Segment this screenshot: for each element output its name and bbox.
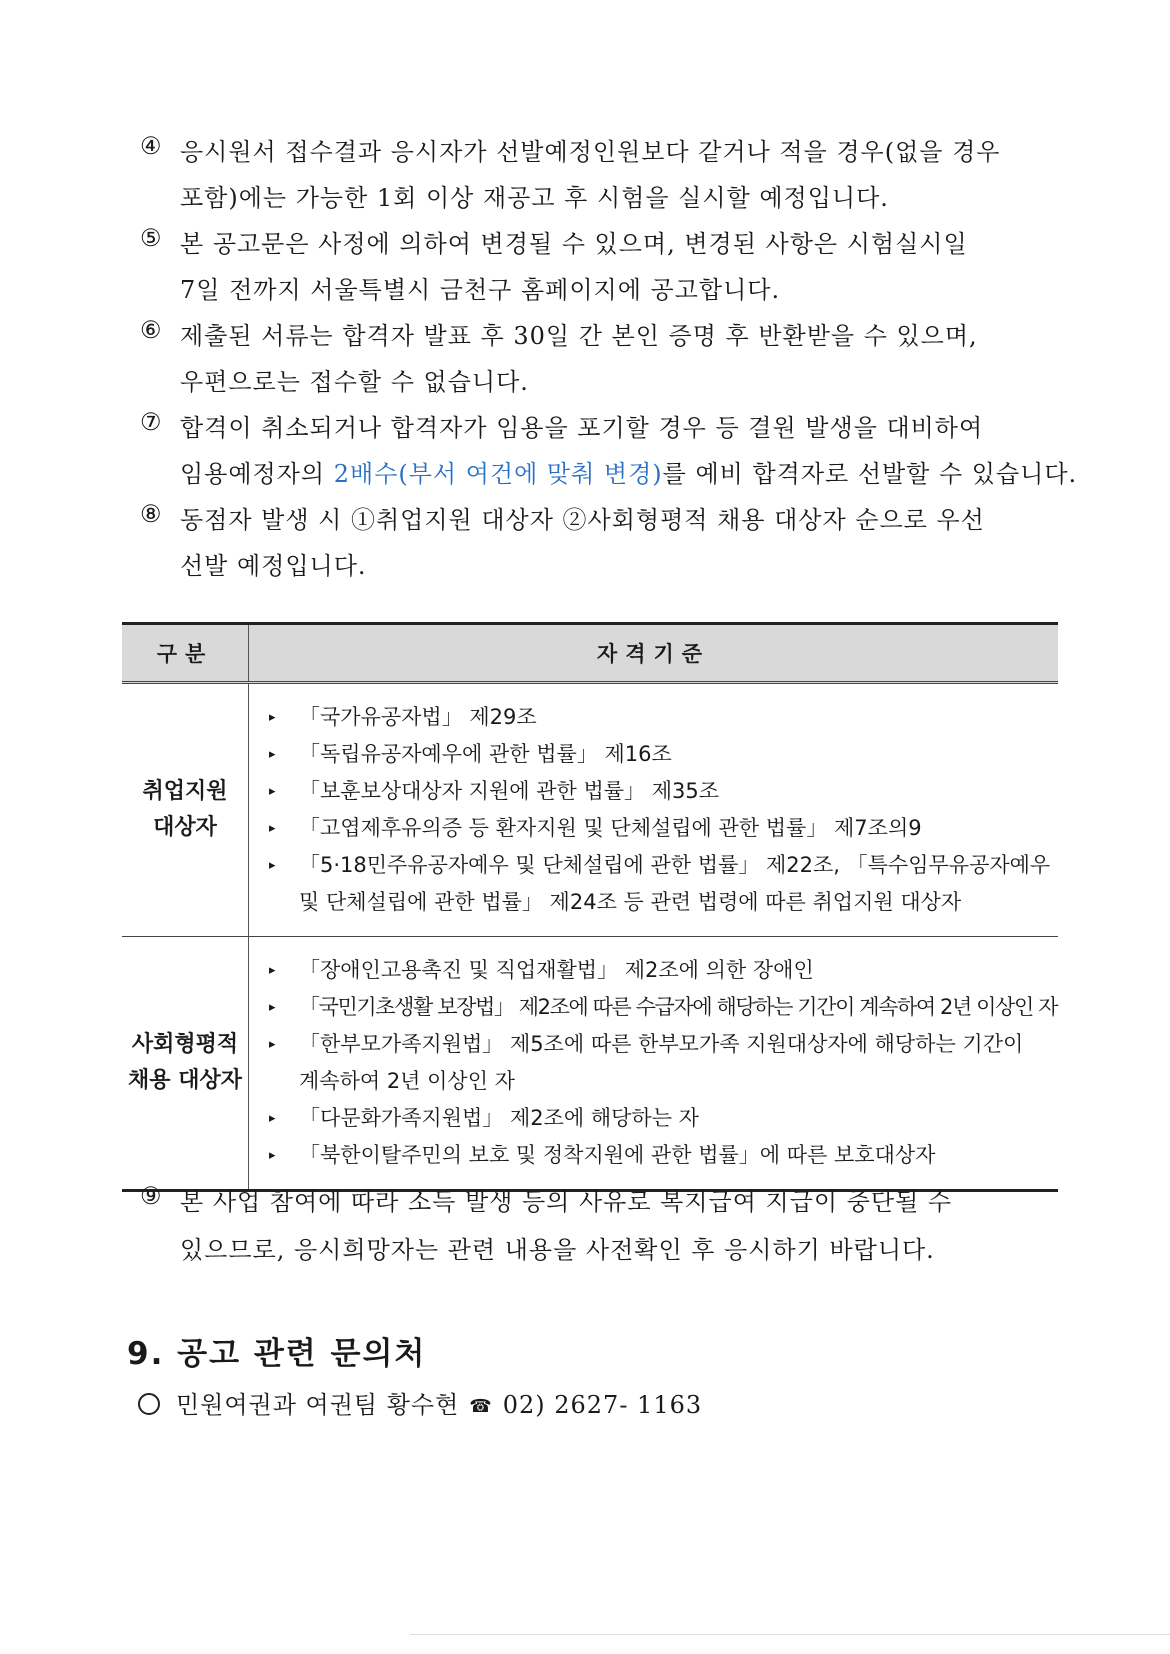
criteria-item: ▸ 「국가유공자법」 제29조 xyxy=(269,699,1058,736)
item-number: ⑨ xyxy=(140,1182,163,1210)
criteria-item: ▸ 「국민기초생활 보장법」 제2조에 따른 수급자에 해당하는 기간이 계속하여 2년 이상인 자 xyxy=(269,989,1058,1026)
category-label: 대상자 xyxy=(153,815,217,840)
table-row xyxy=(122,937,1058,1191)
bullet-arrow-icon: ▸ xyxy=(269,784,276,799)
criteria-cell xyxy=(249,937,1059,1191)
criteria-cell xyxy=(249,683,1059,937)
table-row xyxy=(122,683,1058,937)
bullet-arrow-icon: ▸ xyxy=(269,963,276,978)
item-line: 포함)에는 가능한 1회 이상 재공고 후 시험을 실시할 예정입니다. xyxy=(180,184,889,212)
item-line: 선발 예정입니다. xyxy=(180,552,367,580)
item-text: 를 예비 합격자로 선발할 수 있습니다. xyxy=(662,460,1078,488)
criteria-item: ▸ 「5·18민주유공자예우 및 단체설립에 관한 법률」 제22조, 「특수임무유공자예우 xyxy=(269,847,1058,884)
item-line: 합격이 취소되거나 합격자가 임용을 포기할 경우 등 결원 발생을 대비하여 xyxy=(180,414,984,442)
highlight-text: 2배수(부서 여건에 맞춰 변경) xyxy=(333,460,663,488)
item-line: 동점자 발생 시 ①취업지원 대상자 ②사회형평적 채용 대상자 순으로 우선 xyxy=(180,506,985,534)
item-text: 임용예정자의 xyxy=(180,460,334,488)
table-header-criteria: 자격기준 xyxy=(249,624,1059,683)
item-number: ⑦ xyxy=(140,408,163,436)
item-line: 있으므로, 응시희망자는 관련 내용을 사전확인 후 응시하기 바랍니다. xyxy=(180,1236,935,1264)
category-label: 채용 대상자 xyxy=(128,1068,242,1093)
bullet-arrow-icon: ▸ xyxy=(269,858,276,873)
circle-bullet-icon xyxy=(138,1393,160,1415)
category-label: 취업지원 xyxy=(142,779,228,804)
bullet-arrow-icon: ▸ xyxy=(269,1111,276,1126)
item-line: 7일 전까지 서울특별시 금천구 홈페이지에 공고합니다. xyxy=(180,276,781,304)
phone-icon: ☎ xyxy=(469,1396,493,1417)
bullet-arrow-icon: ▸ xyxy=(269,1037,276,1052)
section-heading: 9. 공고 관련 문의처 xyxy=(127,1336,427,1372)
contact-phone: 02) 2627- 1163 xyxy=(502,1391,703,1419)
item-line: 제출된 서류는 합격자 발표 후 30일 간 본인 증명 후 반환받을 수 있으며, xyxy=(180,322,978,350)
item-number: ⑤ xyxy=(140,224,163,252)
item-line: 우편으로는 접수할 수 없습니다. xyxy=(180,368,529,396)
category-cell xyxy=(122,937,249,1191)
criteria-item-continued: 계속하여 2년 이상인 자 xyxy=(299,1069,515,1093)
criteria-item: ▸ 「북한이탈주민의 보호 및 정착지원에 관한 법률」에 따른 보호대상자 xyxy=(269,1137,1058,1174)
bullet-arrow-icon: ▸ xyxy=(269,1148,276,1163)
item-line xyxy=(180,454,1077,489)
contact-line xyxy=(138,1385,702,1420)
qualification-table xyxy=(122,622,1058,1192)
bullet-arrow-icon: ▸ xyxy=(269,747,276,762)
category-label: 사회형평적 xyxy=(131,1032,239,1057)
criteria-item: ▸ 「고엽제후유의증 등 환자지원 및 단체설립에 관한 법률」 제7조의9 xyxy=(269,810,1058,847)
item-number: ⑥ xyxy=(140,316,163,344)
scan-edge-line xyxy=(410,1634,1170,1635)
contact-person: 민원여권과 여권팀 황수현 xyxy=(176,1391,460,1419)
item-number: ④ xyxy=(140,132,163,160)
criteria-item: ▸ 「한부모가족지원법」 제5조에 따른 한부모가족 지원대상자에 해당하는 기간이 xyxy=(269,1026,1058,1063)
bullet-arrow-icon: ▸ xyxy=(269,821,276,836)
category-cell xyxy=(122,683,249,937)
criteria-item: ▸ 「독립유공자예우에 관한 법률」 제16조 xyxy=(269,736,1058,773)
criteria-item: ▸ 「장애인고용촉진 및 직업재활법」 제2조에 의한 장애인 xyxy=(269,952,1058,989)
item-line: 응시원서 접수결과 응시자가 선발예정인원보다 같거나 적을 경우(없을 경우 xyxy=(180,138,1001,166)
criteria-item: ▸ 「보훈보상대상자 지원에 관한 법률」 제35조 xyxy=(269,773,1058,810)
item-number: ⑧ xyxy=(140,500,163,528)
table-header-category: 구분 xyxy=(122,624,249,683)
bullet-arrow-icon: ▸ xyxy=(269,710,276,725)
item-line: 본 공고문은 사정에 의하여 변경될 수 있으며, 변경된 사항은 시험실시일 xyxy=(180,230,968,258)
bullet-arrow-icon: ▸ xyxy=(269,1000,276,1015)
criteria-item: ▸ 「다문화가족지원법」 제2조에 해당하는 자 xyxy=(269,1100,1058,1137)
item-line: 본 사업 참여에 따라 소득 발생 등의 사유로 복지급여 지급이 중단될 수 xyxy=(180,1188,953,1216)
table-header-row xyxy=(122,624,1058,683)
criteria-item-continued: 및 단체설립에 관한 법률」 제24조 등 관련 법령에 따른 취업지원 대상자 xyxy=(299,890,962,914)
